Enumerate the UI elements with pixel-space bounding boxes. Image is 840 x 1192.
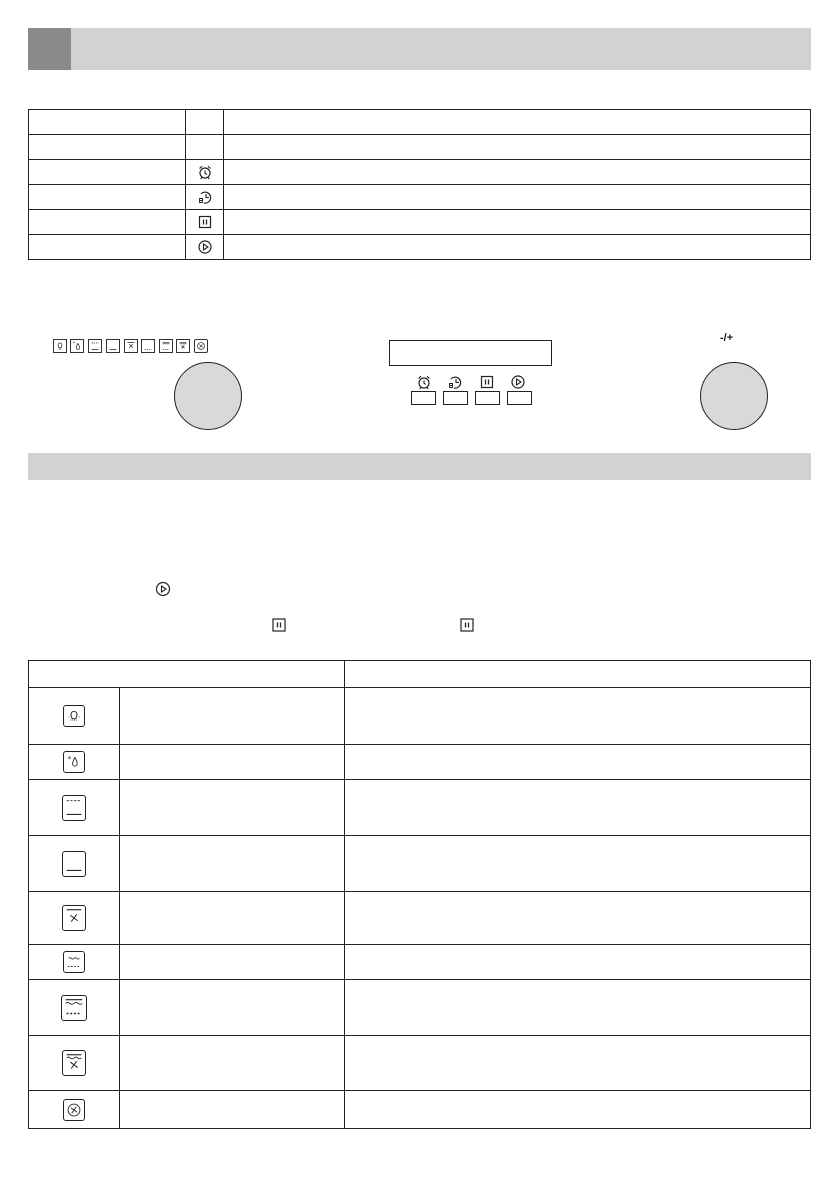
grill-full-icon: [159, 339, 173, 353]
alarm-button[interactable]: [411, 391, 436, 405]
cook-time-icon: [447, 374, 463, 390]
timer-buttons-table: [28, 109, 811, 260]
time-adjust-knob[interactable]: [700, 362, 768, 430]
fan-grill-icon: [62, 1050, 86, 1076]
top-bottom-heat-icon: [62, 795, 86, 821]
table-row: [29, 135, 811, 160]
light-icon: [53, 339, 67, 353]
table-row: [29, 892, 811, 945]
table-row: [29, 688, 811, 745]
svg-text:*: *: [67, 754, 72, 764]
pause-icon: [197, 214, 213, 230]
pause-icon: [479, 374, 495, 390]
table-row: [29, 780, 811, 836]
table-row: [29, 745, 811, 780]
hot-air-icon: [63, 1099, 85, 1121]
oven-functions-table: [28, 660, 811, 1129]
timer-display: [389, 340, 552, 366]
grill-small-icon: [141, 339, 155, 353]
bottom-heat-icon: [106, 339, 120, 353]
bottom-heat-icon: [62, 851, 86, 877]
table-row: [29, 1036, 811, 1091]
table-row: [29, 235, 811, 260]
start-icon: [197, 239, 213, 255]
function-selector-knob[interactable]: [174, 362, 242, 430]
table-row: [29, 945, 811, 980]
start-icon: [155, 581, 171, 597]
pause-icon: [271, 617, 287, 633]
light-icon: [63, 705, 85, 727]
grill-full-icon: [61, 995, 87, 1021]
start-button[interactable]: [507, 391, 532, 405]
section-marker: [28, 28, 71, 70]
table-row: [29, 836, 811, 892]
alarm-clock-icon: [416, 374, 432, 390]
start-icon: [510, 374, 526, 390]
section-header-timer: [28, 28, 811, 70]
pause-button[interactable]: [475, 391, 500, 405]
table-header: [29, 661, 811, 688]
table-row: [29, 185, 811, 210]
knob-label: -/+: [720, 332, 734, 344]
cook-time-icon: [197, 189, 213, 205]
table-row: [29, 160, 811, 185]
pause-icon: [459, 617, 475, 633]
defrost-icon: [70, 339, 84, 353]
top-bottom-heat-icon: [88, 339, 102, 353]
defrost-icon: [63, 751, 85, 773]
hot-air-icon: [194, 339, 208, 353]
fan-assisted-icon: [124, 339, 138, 353]
cook-time-button[interactable]: [443, 391, 468, 405]
table-row: [29, 110, 811, 135]
section-header-functions: [28, 453, 811, 480]
table-row: [29, 980, 811, 1036]
fan-grill-icon: [176, 339, 190, 353]
table-row: [29, 1091, 811, 1129]
alarm-clock-icon: [197, 164, 213, 180]
svg-text:*: *: [72, 342, 75, 348]
fan-assisted-icon: [62, 905, 86, 931]
grill-small-icon: [63, 951, 85, 973]
table-row: [29, 210, 811, 235]
